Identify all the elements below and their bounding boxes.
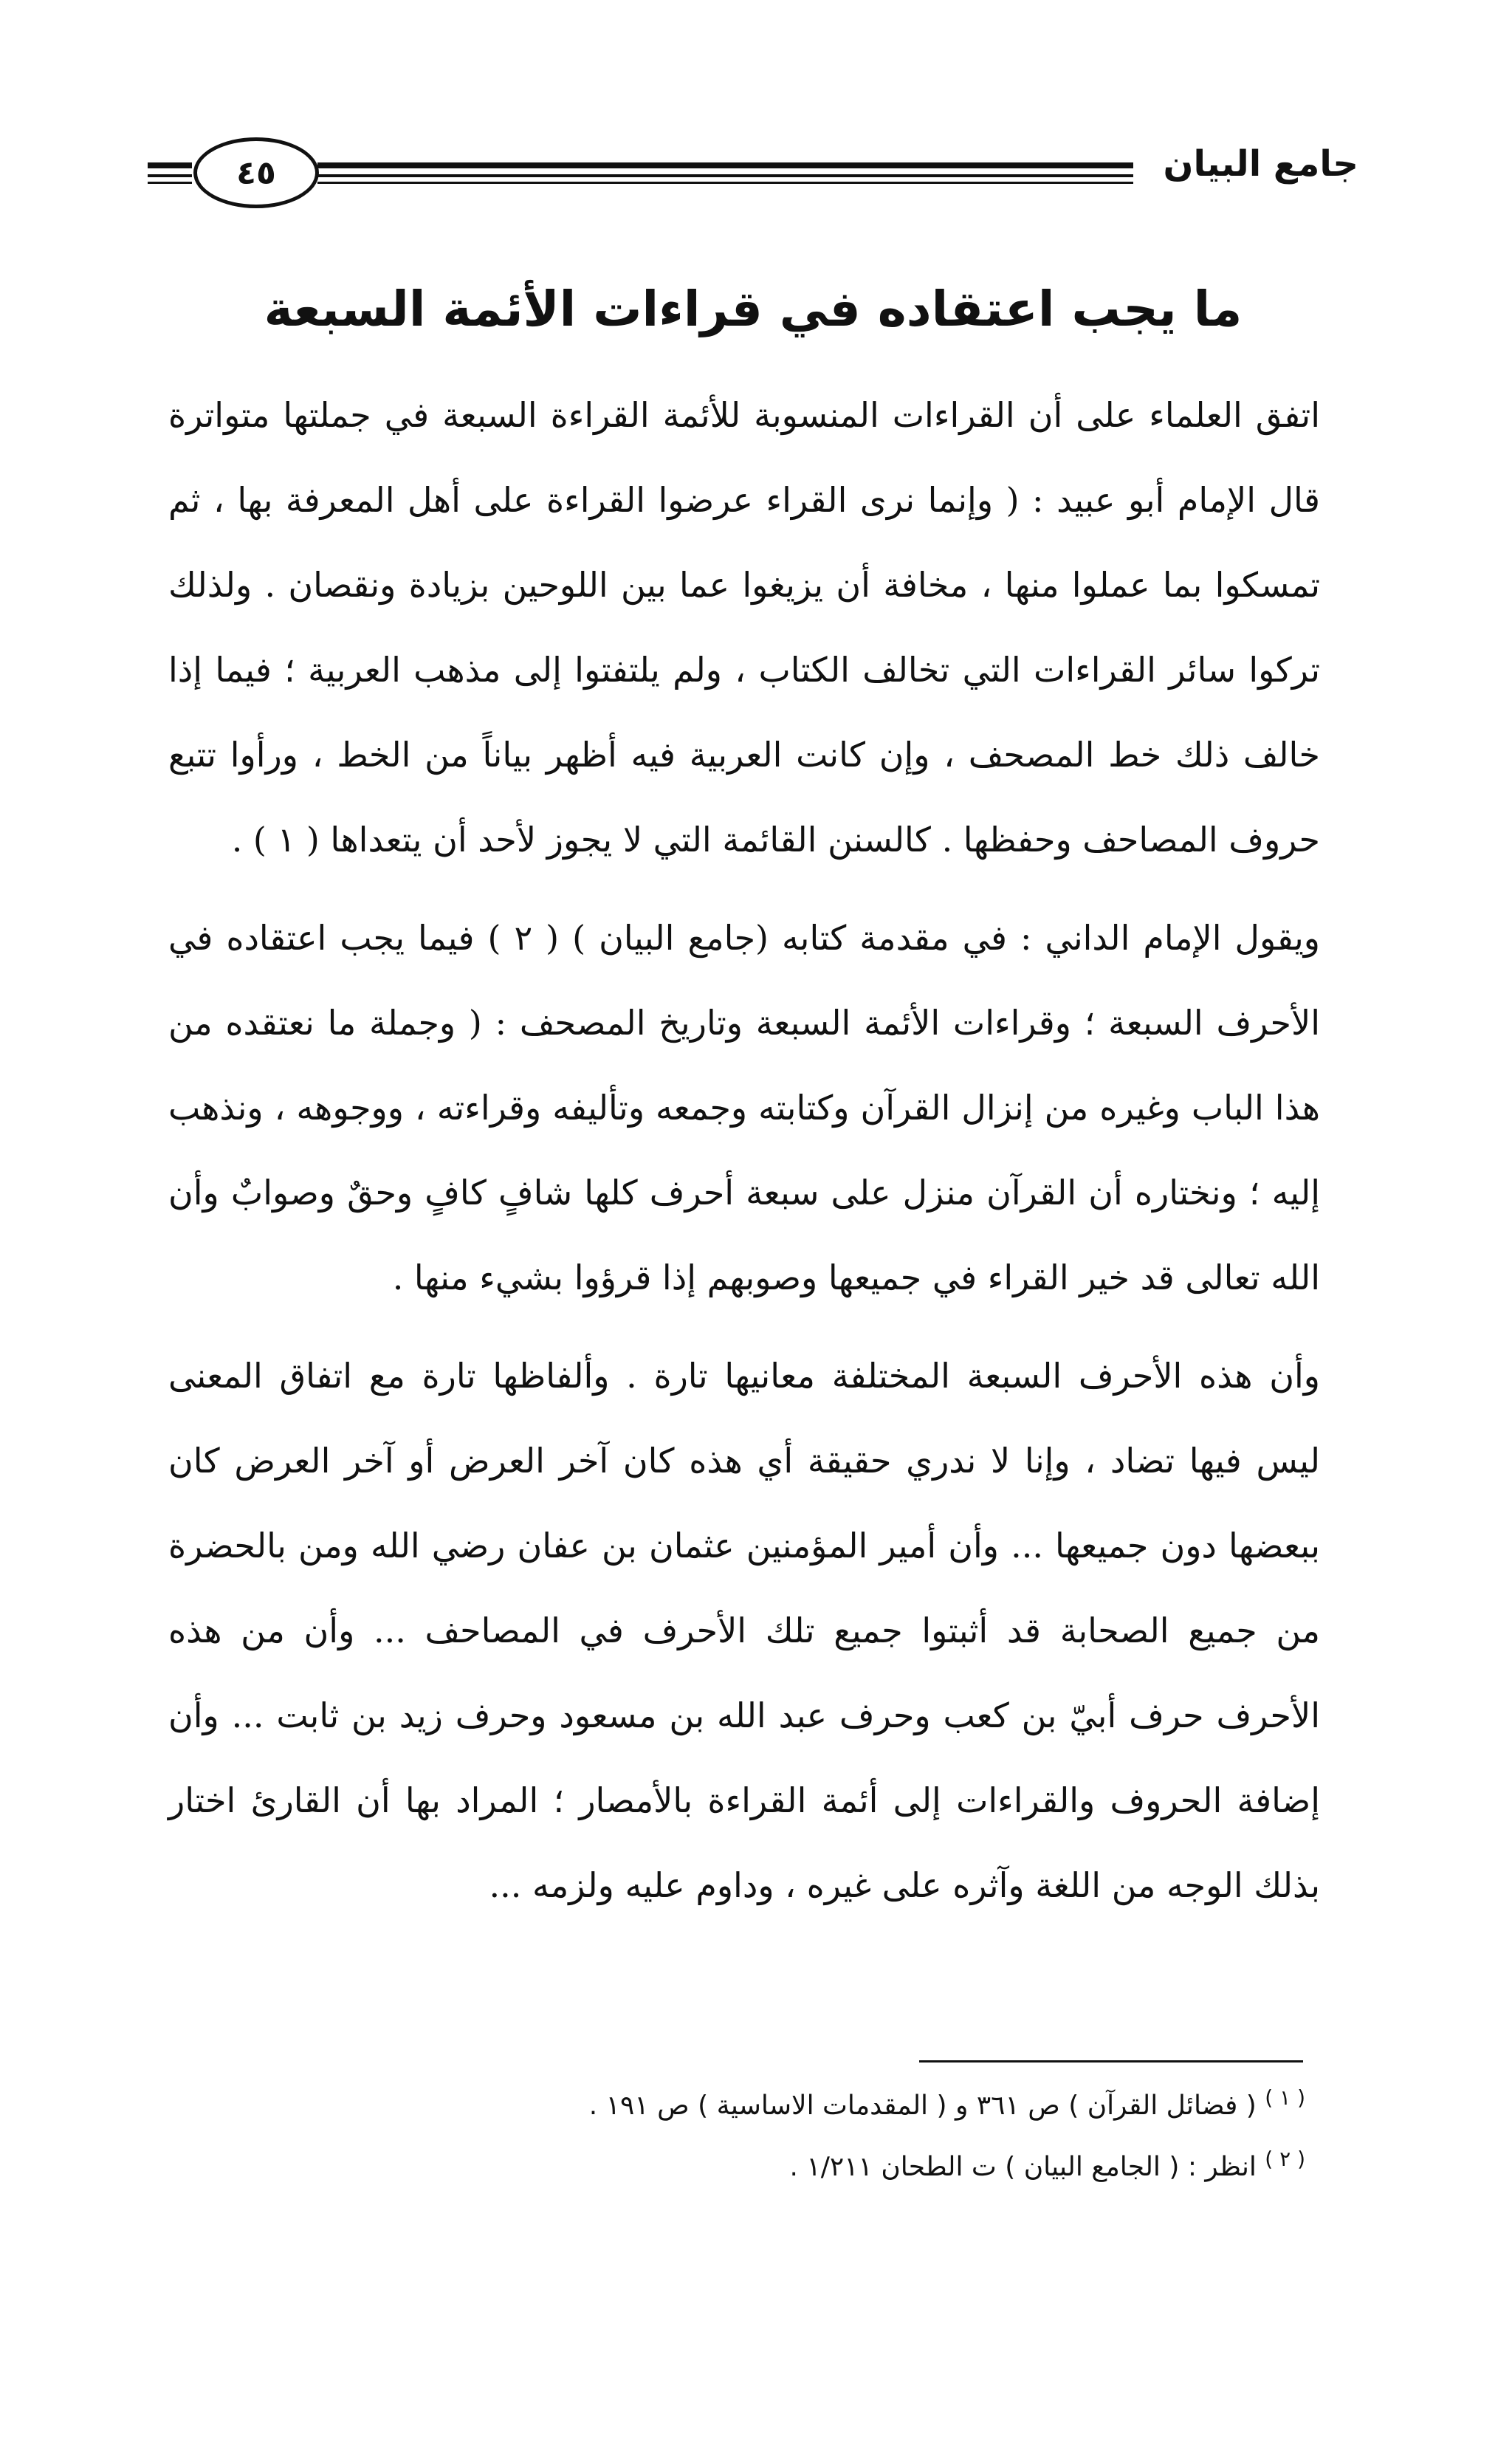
paragraph-2: ويقول الإمام الداني : في مقدمة كتابه (جامع البيان ) ( ٢ ) فيما يجب اعتقاده في الأحرف السبعة ؛ وقراءات الأئمة السبعة وتاريخ المصحف : ( وجملة ما نعتقده من هذا الباب وغيره من إنزال القرآن وكتابته وجمعه وتأليفه وقراءته ، ووجوهه ، ونذهب إليه ؛ ونختاره أن القرآن منزل على سبعة أحرف كلها شافٍ كافٍ وحقٌ وصوابٌ وأن الله تعالى قد خير القراء في جميعها وصوبهم إذا قرؤوا بشيء منها . bbox=[168, 918, 1320, 1297]
footnote-text: انظر : ( الجامع البيان ) ت الطحان ١/٢١١ . bbox=[789, 2152, 1257, 2182]
paragraph-3: وأن هذه الأحرف السبعة المختلفة معانيها تارة . وألفاظها تارة مع اتفاق المعنى ليس فيها تضاد ، وإنا لا ندري حقيقة أي هذه كان آخر العرض أو آخر العرض كان ببعضها دون جميعها ... وأن أمير المؤمنين عثمان بن عفان رضي الله ومن بالحضرة من جميع الصحابة قد أثبتوا جميع تلك الأحرف في المصاحف ... وأن من هذه الأحرف حرف أبيّ بن كعب وحرف عبد الله بن مسعود وحرف زيد بن ثابت ... وأن إضافة الحروف والقراءات إلى أئمة القراءة بالأمصار ؛ المراد بها أن القارئ اختار بذلك الوجه من اللغة وآثره على غيره ، وداوم عليه ولزمه ... bbox=[168, 1356, 1320, 1905]
header-rule-thick bbox=[317, 162, 1133, 168]
header-rule-mid bbox=[317, 174, 1133, 177]
header-rule-left-thick bbox=[148, 162, 192, 168]
footnotes bbox=[168, 2071, 1305, 2194]
footnote-marker: ( ١ ) bbox=[1265, 2085, 1305, 2110]
footnote-2 bbox=[168, 2133, 1305, 2194]
header-rule-thin bbox=[317, 182, 1133, 184]
footnote-text: ( فضائل القرآن ) ص ٣٦١ و ( المقدمات الاساسية ) ص ١٩١ . bbox=[588, 2091, 1257, 2121]
footnote-marker: ( ٢ ) bbox=[1265, 2147, 1305, 2171]
header-rule-left-thin bbox=[148, 182, 192, 184]
section-title: ما يجب اعتقاده في قراءات الأئمة السبعة bbox=[264, 281, 1243, 337]
body-text bbox=[168, 373, 1320, 1941]
book-name: جامع البيان bbox=[1163, 143, 1358, 185]
page-number: ٤٥ bbox=[236, 154, 276, 192]
footnote-1 bbox=[168, 2071, 1305, 2133]
header-rule-left-mid bbox=[148, 174, 192, 177]
paragraph-1: اتفق العلماء على أن القراءات المنسوبة للأئمة القراءة السبعة في جملتها متواترة قال الإمام أبو عبيد : ( وإنما نرى القراء عرضوا القراءة على أهل المعرفة بها ، ثم تمسكوا بما عملوا منها ، مخافة أن يزيغوا عما بين اللوحين بزيادة ونقصان . ولذلك تركوا سائر القراءات التي تخالف الكتاب ، ولم يلتفتوا إلى مذهب العربية ؛ فيما إذا خالف ذلك خط المصحف ، وإن كانت العربية فيه أظهر بياناً من الخط ، ورأوا تتبع حروف المصاحف وحفظها . كالسنن القائمة التي لا يجوز لأحد أن يتعداها ( ١ ) . bbox=[168, 395, 1320, 860]
footnote-divider bbox=[919, 2060, 1303, 2062]
page-header bbox=[148, 133, 1358, 214]
page-number-oval bbox=[193, 137, 319, 208]
